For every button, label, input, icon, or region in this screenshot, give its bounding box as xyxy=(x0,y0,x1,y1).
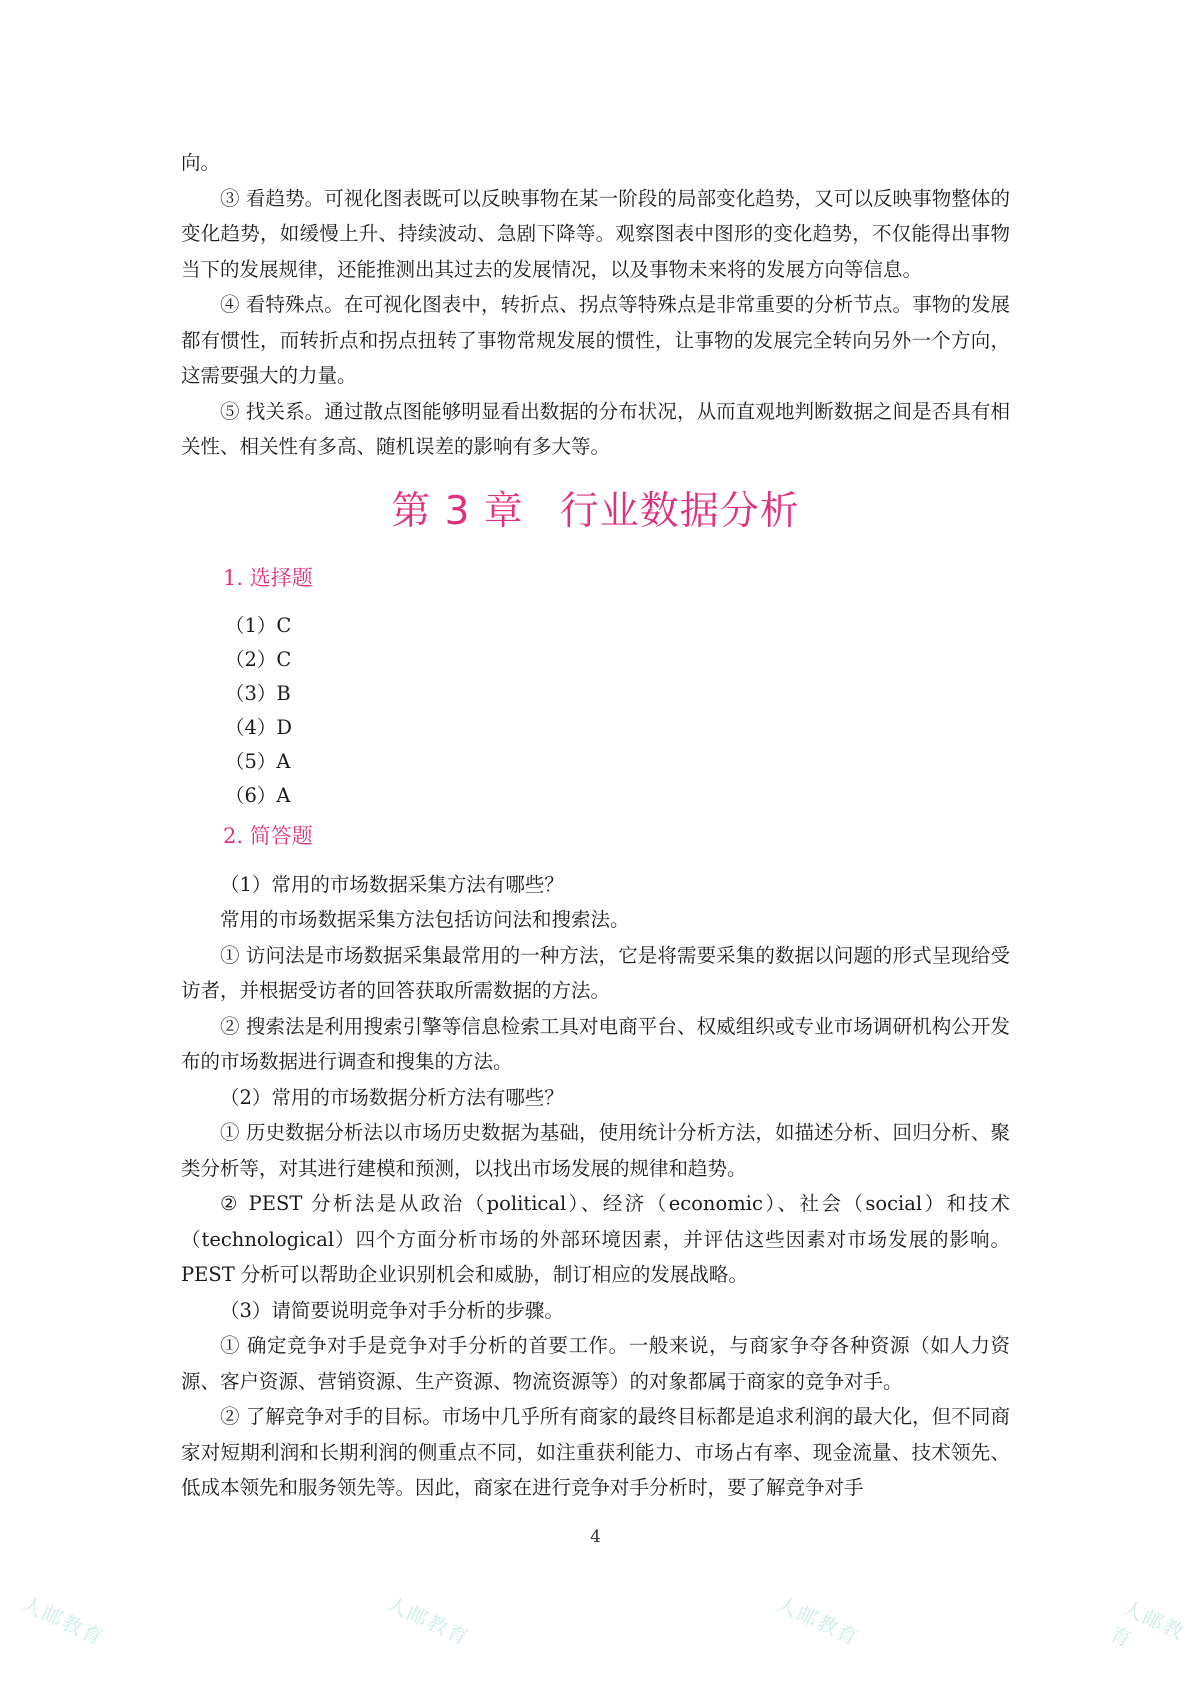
section-heading-choice: 1. 选择题 xyxy=(223,565,313,590)
paragraph: ① 访问法是市场数据采集最常用的一种方法，它是将需要采集的数据以问题的形式呈现给受访者，并根据受访者的回答获取所需数据的方法。 xyxy=(181,943,1010,1002)
answer-item: （4）D xyxy=(225,715,293,739)
chapter-title: 行业数据分析 xyxy=(559,488,800,534)
watermark: 人邮教育 xyxy=(383,1591,474,1651)
section-heading-short-answer: 2. 简答题 xyxy=(223,823,313,848)
answer-item: （5）A xyxy=(225,749,291,773)
watermark: 人邮教育 xyxy=(1106,1595,1189,1653)
chapter-heading xyxy=(181,487,1010,537)
answer-item: （6）A xyxy=(225,783,291,807)
paragraph: ① 确定竞争对手是竞争对手分析的首要工作。一般来说，与商家争夺各种资源（如人力资源、客户资源、营销资源、生产资源、物流资源等）的对象都属于商家的竞争对手。 xyxy=(181,1334,1010,1393)
answer-item: （2）C xyxy=(225,647,292,671)
paragraph: 常用的市场数据采集方法包括访问法和搜索法。 xyxy=(220,908,630,931)
paragraph: 向。 xyxy=(181,151,221,174)
question: （1）常用的市场数据采集方法有哪些？ xyxy=(220,872,564,896)
paragraph: ② PEST 分析法是从政治（political）、经济（economic）、社会（social）和技术（technological）四个方面分析市场的外部环境因素，并评估这些因素对市场发展的影响。PEST 分析可以帮助企业识别机会和威胁，制订相应的发展战略。 xyxy=(181,1192,1010,1286)
answer-list xyxy=(181,609,1010,813)
page-content xyxy=(181,145,1010,1506)
question: （3）请简要说明竞争对手分析的步骤。 xyxy=(220,1298,564,1322)
paragraph: ② 了解竞争对手的目标。市场中几乎所有商家的最终目标都是追求利润的最大化，但不同商家对短期利润和长期利润的侧重点不同，如注重获利能力、市场占有率、现金流量、技术领先、低成本领先和服务领先等。因此，商家在进行竞争对手分析时，要了解竞争对手 xyxy=(181,1405,1010,1499)
watermark: 人邮教育 xyxy=(18,1591,109,1651)
paragraph: ① 历史数据分析法以市场历史数据为基础，使用统计分析方法，如描述分析、回归分析、聚类分析等，对其进行建模和预测，以找出市场发展的规律和趋势。 xyxy=(181,1121,1010,1180)
question: （2）常用的市场数据分析方法有哪些？ xyxy=(220,1085,564,1109)
paragraph: ② 搜索法是利用搜索引擎等信息检索工具对电商平台、权威组织或专业市场调研机构公开发布的市场数据进行调查和搜集的方法。 xyxy=(181,1014,1010,1073)
watermark: 人邮教育 xyxy=(773,1591,864,1651)
paragraph: ④ 看特殊点。在可视化图表中，转折点、拐点等特殊点是非常重要的分析节点。事物的发展都有惯性，而转折点和拐点扭转了事物常规发展的惯性，让事物的发展完全转向另外一个方向，这需要强大的力量。 xyxy=(181,293,1010,387)
paragraph: ③ 看趋势。可视化图表既可以反映事物在某一阶段的局部变化趋势，又可以反映事物整体的变化趋势，如缓慢上升、持续波动、急剧下降等。观察图表中图形的变化趋势，不仅能得出事物当下的发展规律，还能推测出其过去的发展情况，以及事物未来将的发展方向等信息。 xyxy=(181,186,1010,281)
answer-item: （3）B xyxy=(225,681,291,705)
paragraph: ⑤ 找关系。通过散点图能够明显看出数据的分布状况，从而直观地判断数据之间是否具有相关性、相关性有多高、随机误差的影响有多大等。 xyxy=(181,399,1010,458)
page-number: 4 xyxy=(590,1527,601,1547)
chapter-number: 第 3 章 xyxy=(391,488,524,534)
answer-item: （1）C xyxy=(225,613,292,637)
